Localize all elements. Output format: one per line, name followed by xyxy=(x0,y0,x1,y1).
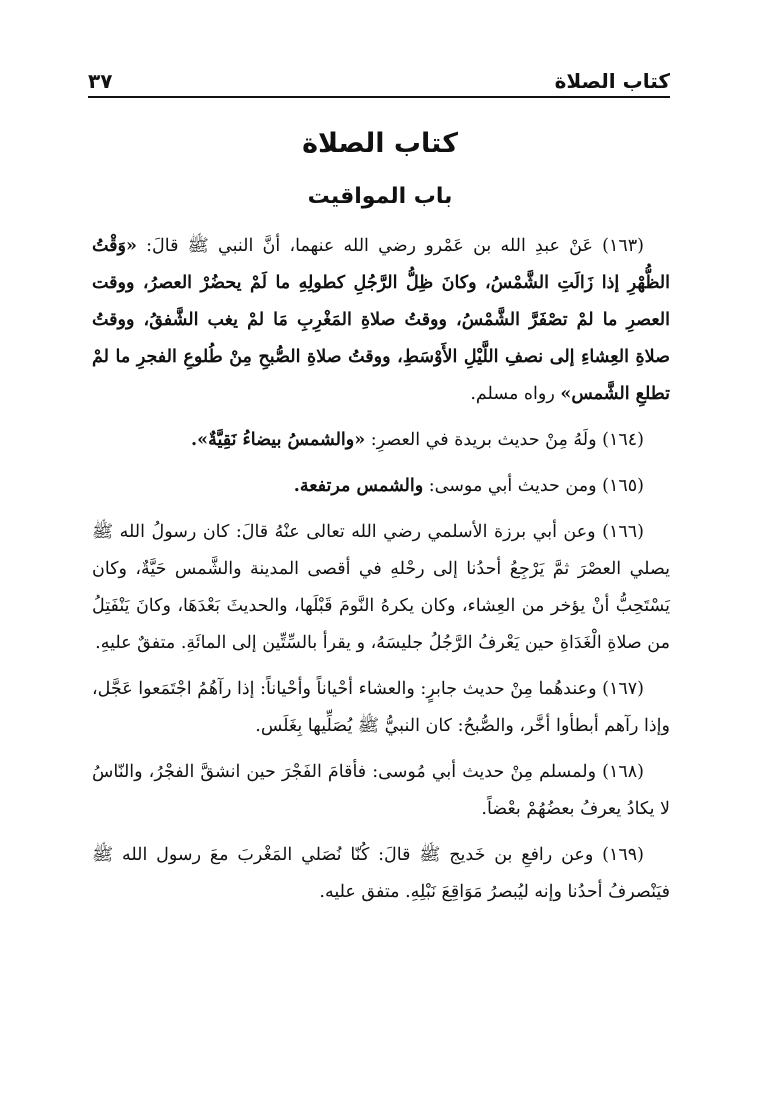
hadith-number: (١٦٧) xyxy=(602,679,644,699)
book-title: كتاب الصلاة xyxy=(302,128,458,159)
hadith-text: وعن رافعِ بن خَديج ﷺ قالَ: كُنّا نُصَلي المَغْربَ معَ رسول الله ﷺ فيَنْصرفُ أحدُنا وإنه ليُبصرُ مَوَاقِعَ نَبْلِهِ. متفق عليه. xyxy=(92,845,670,902)
hadith-number: (١٦٦) xyxy=(602,522,644,542)
chapter-title: باب المواقيت xyxy=(307,184,453,209)
hadith-163 xyxy=(92,228,670,413)
hadith-number: (١٦٨) xyxy=(602,762,644,782)
running-title: كتاب الصلاة xyxy=(554,69,670,93)
hadith-quote: «والشمسُ بيضاءُ نَقِيَّةٌ». xyxy=(191,430,366,450)
page-number: ٣٧ xyxy=(88,69,113,93)
hadith-text: وعن أبي برزة الأسلمي رضي الله تعالى عنْهُ قالَ: كان رسولُ الله ﷺ يصلي العصْرَ ثمَّ يَرْجِعُ أحدُنا إلى رحْلهِ في أقصى المدينة والشَّمس حَيَّةٌ، وكان يَسْتَحِبُّ أنْ يؤخر من العِشاء، وكان يكرهُ النَّومَ قَبْلَها، والحديثَ بَعْدَهَا، وكانَ يَنْفَتِلُ من صلاةِ الْغَدَاةِ حين يَعْرفُ الرَّجُلُ جليسَهُ، و يقرأ بالسِّتِّين إلى المائَةِ. متفقٌ عليهِ. xyxy=(92,522,670,653)
hadith-167 xyxy=(92,671,670,745)
hadith-intro: ومن حديث أبي موسى: xyxy=(428,476,597,496)
hadith-text-body xyxy=(92,228,670,920)
hadith-number: (١٦٥) xyxy=(602,476,644,496)
hadith-number: (١٦٤) xyxy=(602,430,644,450)
hadith-number: (١٦٩) xyxy=(602,845,644,865)
hadith-text: ولمسلم مِنْ حديث أبي مُوسى: فأقامَ الفَجْرَ حين انشقَّ الفجْرُ، والنّاسُ لا يكادُ يعرفُ بعضُهُمْ بعْضاً. xyxy=(92,762,670,819)
hadith-text: وعندهُما مِنْ حديث جابرٍ: والعشاء أحْياناً وأحْياناً: إذا رآهُمُ اجْتَمَعوا عَجَّل، وإذا رآهم أبطأوا أخَّر، والصُّبحُ: كان النبيُّ ﷺ يُصَلِّيها بِغَلَس. xyxy=(92,679,670,736)
running-header xyxy=(88,62,670,98)
hadith-164 xyxy=(92,422,670,459)
hadith-source: رواه مسلم. xyxy=(470,384,555,404)
hadith-number: (١٦٣) xyxy=(602,236,644,256)
hadith-165 xyxy=(92,468,670,505)
hadith-quote: والشمس مرتفعة. xyxy=(293,476,424,496)
hadith-quote: «وَقْتُ الظُّهْرِ إذا زَالَتِ الشَّمْسُ، وكانَ ظِلُّ الرَّجُلِ كطولِهِ ما لَمْ يحضُرْ العصرُ، ووقت العصرِ ما لمْ تصْفَرَّ الشَّمْسُ، ووقتُ صلاةِ المَغْرِبِ مَا لمْ يغب الشَّفقُ، ووقتُ صلاةِ العِشاءِ إلى نصفِ اللَّيْلِ الأَوْسَطِ، ووقتُ صلاةِ الصُّبحِ مِنْ طُلوعِ الفجرِ ما لمْ تطلعِ الشَّمس» xyxy=(92,236,670,404)
hadith-166 xyxy=(92,514,670,662)
hadith-intro: ولَهُ مِنْ حديث بريدة في العصرِ: xyxy=(370,430,597,450)
hadith-168 xyxy=(92,754,670,828)
hadith-intro: عَنْ عبدِ الله بن عَمْرو رضي الله عنهما، أنَّ النبي ﷺ قالَ: xyxy=(146,236,593,256)
hadith-169 xyxy=(92,837,670,911)
